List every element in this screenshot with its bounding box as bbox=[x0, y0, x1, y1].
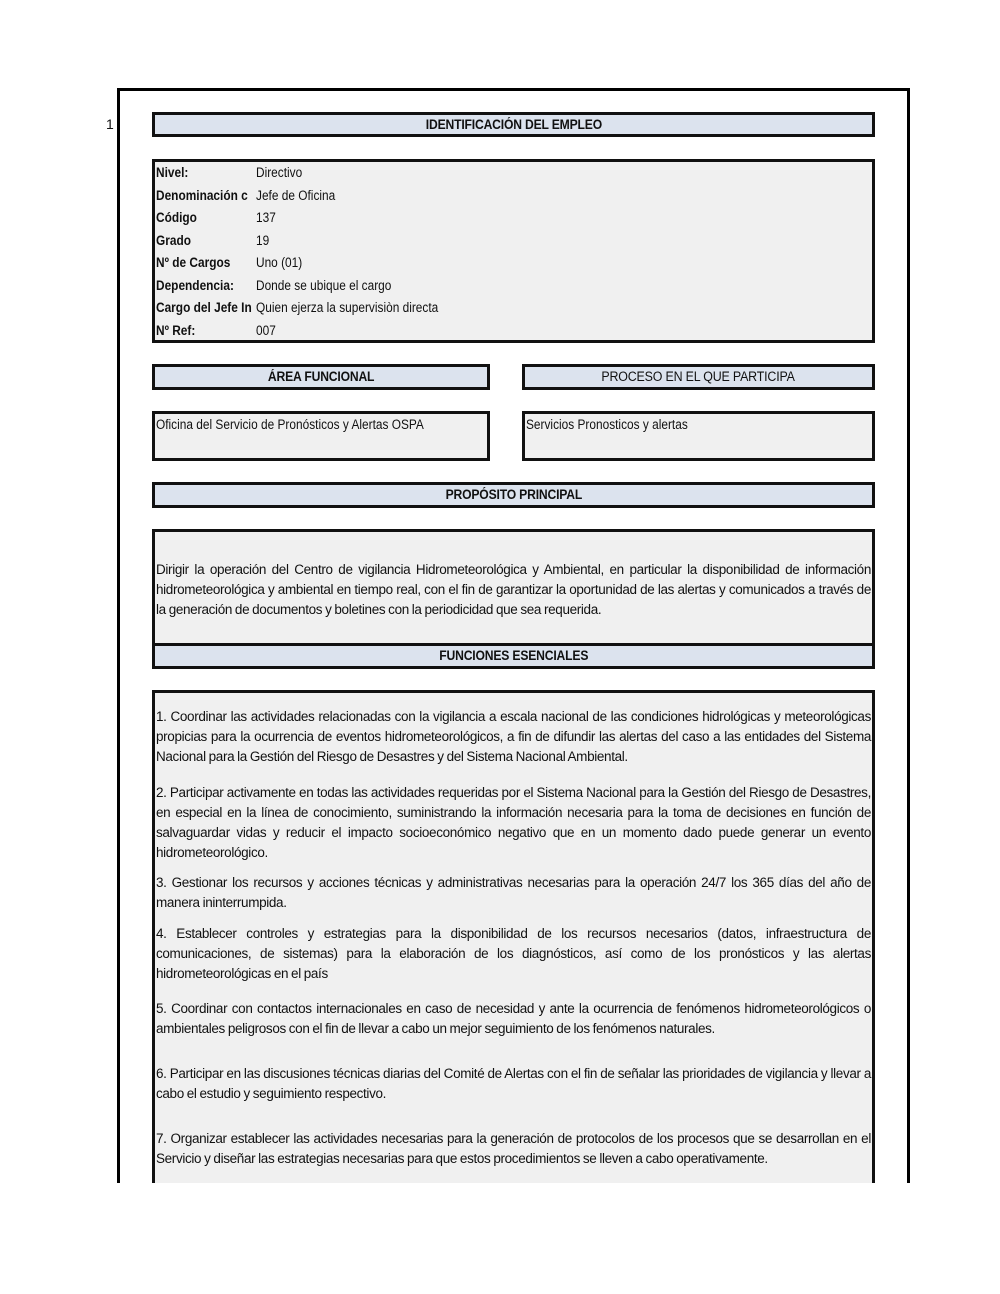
field-row-codigo bbox=[155, 207, 872, 229]
area-funcional-header bbox=[152, 364, 490, 390]
funciones-header bbox=[152, 643, 875, 669]
proceso-value-box bbox=[522, 411, 875, 461]
area-funcional-title: ÁREA FUNCIONAL bbox=[267, 369, 375, 384]
field-value: 007 bbox=[256, 322, 276, 338]
field-label: Código bbox=[156, 210, 197, 225]
funcion-item-3: 3. Gestionar los recursos y acciones técnicas y administrativas necesarias para la operación 24/7 los 365 días del año de manera ininterrumpida. bbox=[156, 875, 871, 910]
funcion-item-5: 5. Coordinar con contactos internacionales en caso de necesidad y ante la ocurrencia de fenómenos hidrometeorológicos o ambientales peligrosos con el fin de llevar a cabo un mejor seguimiento de los fenómenos naturales. bbox=[156, 1001, 871, 1036]
funciones-title: FUNCIONES ESENCIALES bbox=[439, 648, 588, 663]
proposito-box bbox=[152, 529, 875, 646]
field-row-grado bbox=[155, 230, 872, 252]
field-value: 19 bbox=[256, 232, 270, 248]
field-value: Jefe de Oficina bbox=[256, 187, 336, 203]
funcion-item-1: 1. Coordinar las actividades relacionadas con la vigilancia a escala nacional de las condiciones hidrológicas y meteorológicas propicias para la ocurrencia de eventos hidrometeorológicos, a fin de difundir las alertas del caso a las entidades del Sistema Nacional para la Gestión del Riesgo de Desastres y del Sistema Nacional Ambiental. bbox=[156, 709, 871, 764]
funciones-box bbox=[152, 690, 875, 1210]
proceso-title: PROCESO EN EL QUE PARTICIPA bbox=[601, 369, 796, 384]
field-row-nivel bbox=[155, 162, 872, 184]
field-label bbox=[156, 185, 255, 207]
field-row-jefe bbox=[155, 297, 872, 319]
area-funcional-value-box bbox=[152, 411, 490, 461]
field-label: Nº Ref: bbox=[156, 322, 196, 338]
identificacion-title: IDENTIFICACIÓN DEL EMPLEO bbox=[425, 117, 602, 132]
field-label: Nº de Cargos bbox=[156, 255, 231, 270]
proposito-header bbox=[152, 482, 875, 508]
field-row-cargos bbox=[155, 252, 872, 274]
proceso-header bbox=[522, 364, 875, 390]
field-value: Quien ejerza la supervisiòn directa bbox=[256, 300, 439, 315]
proposito-title: PROPÓSITO PRINCIPAL bbox=[445, 487, 582, 502]
row-number: 1 bbox=[106, 116, 114, 132]
proceso-value: Servicios Pronosticos y alertas bbox=[526, 417, 688, 432]
field-row-ref bbox=[155, 320, 872, 342]
page-cutoff bbox=[0, 1183, 1000, 1294]
field-label: Nivel: bbox=[156, 165, 189, 180]
identificacion-block bbox=[152, 159, 875, 343]
field-value: Uno (01) bbox=[256, 255, 303, 270]
field-label-text: Denominación c bbox=[156, 187, 248, 203]
field-label: Grado bbox=[156, 232, 191, 248]
funcion-item-2: 2. Participar activamente en todas las actividades requeridas por el Sistema Nacional para la Gestión del Riesgo de Desastres, en especial en la línea de conocimiento, suministrando la información necesaria para la toma de decisiones en función de salvaguardar vidas y reducir el impacto socioeconómico negativo que en un momento dado puede generar un evento hidrometeorológico. bbox=[156, 785, 871, 860]
proposito-text: Dirigir la operación del Centro de vigilancia Hidrometeorológica y Ambiental, en particular la disponibilidad de información hidrometeorológica y ambiental en tiempo real, con el fin de garantizar la oportunidad de las alertas y comunicados a través de la generación de documentos y boletines con la periodicidad que sea requerida. bbox=[156, 562, 871, 617]
field-label bbox=[156, 297, 255, 319]
field-value: Directivo bbox=[256, 165, 303, 180]
identificacion-header bbox=[152, 112, 875, 137]
area-funcional-value: Oficina del Servicio de Pronósticos y Alertas OSPA bbox=[156, 417, 424, 432]
field-row-dependencia bbox=[155, 275, 872, 297]
field-row-denominacion bbox=[155, 185, 872, 207]
field-label: Dependencia: bbox=[156, 277, 234, 293]
funcion-item-7: 7. Organizar establecer las actividades necesarias para la generación de protocolos de los procesos que se desarrollan en el Servicio y diseñar las estrategias necesarias para que estos procedimientos se lleven a cabo operativamente. bbox=[156, 1131, 871, 1166]
field-value: 137 bbox=[256, 210, 276, 225]
funcion-item-4: 4. Establecer controles y estrategias para la disponibilidad de los recursos necesarios (datos, infraestructura de comunicaciones, de sistemas) para la elaboración de los diagnósticos, así como de los pronósticos y las alertas hidrometeorológicas en el país bbox=[156, 926, 871, 981]
field-label-text: Cargo del Jefe In bbox=[156, 300, 252, 315]
field-value: Donde se ubique el cargo bbox=[256, 277, 392, 293]
funcion-item-6: 6. Participar en las discusiones técnicas diarias del Comité de Alertas con el fin de señalar las prioridades de vigilancia y llevar a cabo el estudio y seguimiento respectivo. bbox=[156, 1066, 871, 1101]
